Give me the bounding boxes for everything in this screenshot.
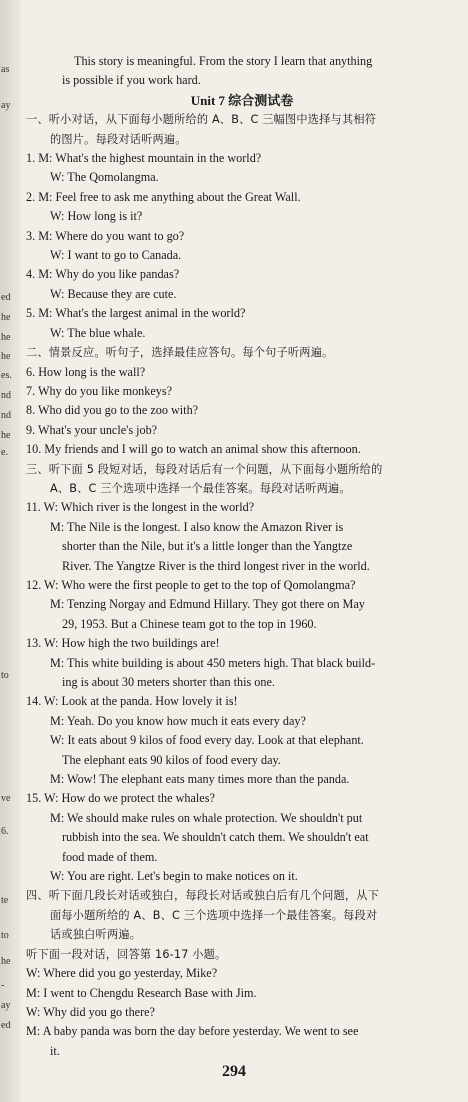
- text-line: 11. W: Which river is the longest in the world?: [26, 500, 255, 515]
- text-line: W: Because they are cute.: [50, 286, 177, 301]
- text-line: M: This white building is about 450 meters high. That black build-: [50, 655, 376, 670]
- text-line: ing is about 30 meters shorter than this one.: [62, 675, 275, 689]
- section-title: Unit 7 综合测试卷: [190, 92, 294, 108]
- instruction-line: 话或独白听两遍。: [50, 928, 142, 942]
- text-line: 9. What's your uncle's job?: [26, 422, 158, 437]
- gutter-fragment: es.: [1, 370, 12, 381]
- text-line: shorter than the Nile, but it's a little longer than the Yangtze: [62, 539, 353, 554]
- gutter-fragment: ay: [1, 100, 11, 111]
- gutter-fragment: as: [1, 64, 10, 75]
- gutter-fragment: to: [1, 930, 9, 941]
- gutter-fragment: nd: [1, 390, 11, 401]
- text-line: 10. My friends and I will go to watch an animal show this afternoon.: [26, 442, 361, 457]
- gutter-fragment: he: [1, 956, 11, 967]
- text-line: M: I went to Chengdu Research Base with Jim.: [26, 985, 257, 1000]
- gutter-fragment: ve: [1, 793, 11, 804]
- text-line: This story is meaningful. From the story I learn that anything: [74, 54, 373, 68]
- text-line: 12. W: Who were the first people to get to the top of Qomolangma?: [26, 577, 356, 592]
- gutter-fragment: ay: [1, 1000, 11, 1011]
- text-line: W: It eats about 9 kilos of food every day. Look at that elephant.: [50, 733, 364, 748]
- page-number: 294: [222, 1063, 246, 1080]
- gutter-fragment: he: [1, 312, 11, 323]
- text-line: M: Yeah. Do you know how much it eats every day?: [50, 713, 306, 728]
- text-line: 5. M: What's the largest animal in the world?: [26, 306, 246, 321]
- gutter-fragment: to: [1, 670, 9, 681]
- text-line: 14. W: Look at the panda. How lovely it is!: [26, 694, 238, 709]
- instruction-line: 面每小题所给的 A、B、C 三个选项中选择一个最佳答案。每段对: [50, 908, 378, 922]
- text-line: 3. M: Where do you want to go?: [26, 228, 185, 243]
- text-line: 29, 1953. But a Chinese team got to the top in 1960.: [62, 616, 317, 631]
- gutter-fragment: he: [1, 332, 11, 343]
- gutter-fragment: 6.: [1, 826, 9, 837]
- gutter-fragment: he: [1, 351, 11, 362]
- instruction-line: 听下面一段对话，回答第 16-17 小题。: [26, 947, 227, 961]
- text-line: 6. How long is the wall?: [26, 364, 146, 379]
- instruction-line: A、B、C 三个选项中选择一个最佳答案。每段对话听两遍。: [50, 481, 351, 495]
- text-line: W: Why did you go there?: [26, 1004, 155, 1019]
- text-line: M: We should make rules on whale protection. We shouldn't put: [50, 810, 363, 825]
- text-line: W: Where did you go yesterday, Mike?: [26, 966, 218, 981]
- text-line: food made of them.: [62, 849, 158, 864]
- instruction-line: 二、情景反应。听句子，选择最佳应答句。每个句子听两遍。: [26, 346, 334, 360]
- gutter-fragment: ed: [1, 1020, 11, 1031]
- text-line: River. The Yangtze River is the third longest river in the world.: [62, 558, 370, 573]
- text-line: rubbish into the sea. We shouldn't catch them. We shouldn't eat: [62, 830, 369, 845]
- text-line: M: Wow! The elephant eats many times more than the panda.: [50, 772, 350, 787]
- text-line: it.: [50, 1043, 60, 1058]
- text-line: 4. M: Why do you like pandas?: [26, 267, 180, 282]
- gutter-fragment: ed: [1, 292, 11, 303]
- text-line: W: How long is it?: [50, 209, 143, 224]
- text-line: W: I want to go to Canada.: [50, 248, 182, 263]
- instruction-line: 三、听下面 5 段短对话，每段对话后有一个问题，从下面每小题所给的: [26, 462, 383, 476]
- gutter-fragment: te: [1, 895, 9, 906]
- text-line: M: Tenzing Norgay and Edmund Hillary. They got there on May: [50, 597, 365, 612]
- text-line: W: The Qomolangma.: [50, 170, 159, 185]
- page-content: [26, 52, 458, 1061]
- text-line: 1. M: What's the highest mountain in the world?: [26, 151, 262, 166]
- text-line: 2. M: Feel free to ask me anything about the Great Wall.: [26, 189, 301, 204]
- instruction-line: 一、听小对话，从下面每小题所给的 A、B、C 三幅图中选择与其相符: [26, 113, 377, 127]
- gutter-fragment: -: [1, 980, 5, 991]
- instruction-line: 的图片。每段对话听两遍。: [50, 132, 187, 146]
- gutter-fragment: e.: [1, 447, 8, 458]
- text-line: M: The Nile is the longest. I also know the Amazon River is: [50, 519, 344, 534]
- previous-page-gutter: [0, 0, 20, 1102]
- gutter-fragment: he: [1, 430, 11, 441]
- text-line: is possible if you work hard.: [62, 73, 201, 88]
- text-line: W: You are right. Let's begin to make notices on it.: [50, 869, 298, 884]
- text-line: M: A baby panda was born the day before yesterday. We went to see: [26, 1024, 359, 1039]
- text-line: The elephant eats 90 kilos of food every day.: [62, 752, 281, 767]
- gutter-fragment: nd: [1, 410, 11, 421]
- text-line: 8. Who did you go to the zoo with?: [26, 403, 199, 418]
- text-line: W: The blue whale.: [50, 325, 146, 340]
- text-line: 13. W: How high the two buildings are!: [26, 636, 220, 651]
- instruction-line: 四、听下面几段长对话或独白，每段长对话或独白后有几个问题，从下: [26, 889, 380, 903]
- text-line: 7. Why do you like monkeys?: [26, 383, 173, 398]
- text-line: 15. W: How do we protect the whales?: [26, 791, 215, 806]
